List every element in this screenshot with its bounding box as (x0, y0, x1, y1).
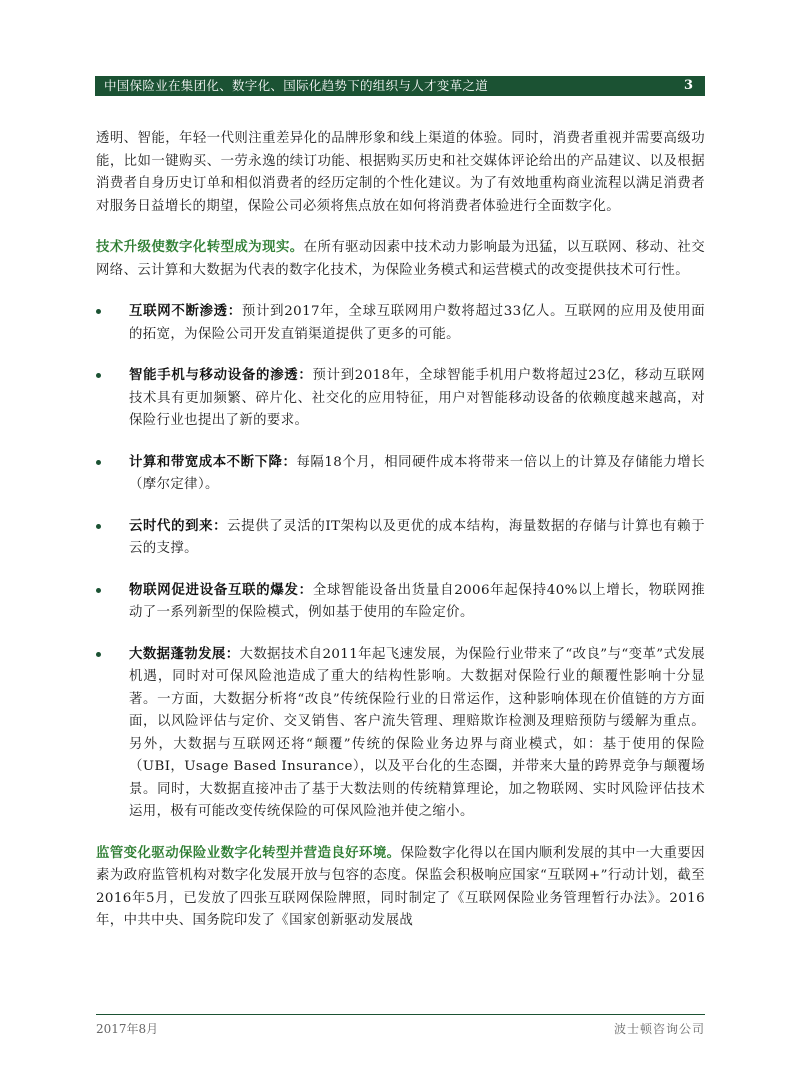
tech-section-text: 在所有驱动因素中技术动力影响最为迅猛，以互联网、移动、社交网络、云计算和大数据为代表的数字化技术，为保险业务模式和运营模式的改变提供技术可行性。 (96, 240, 706, 278)
footer-divider (96, 1014, 705, 1015)
bullet-icon (96, 309, 101, 314)
list-item (96, 451, 705, 497)
bullet-icon (96, 588, 101, 593)
list-item (96, 515, 705, 561)
list-item-heading: 物联网促进设备互联的爆发： (129, 581, 313, 598)
list-item (96, 300, 705, 346)
bullet-icon (96, 524, 101, 529)
list-item-heading: 大数据蓬勃发展： (129, 645, 240, 662)
footer-organization: 波士顿咨询公司 (613, 1022, 705, 1036)
regulation-section-lead: 监管变化驱动保险业数字化转型并营造良好环境。 (96, 844, 401, 861)
list-item (96, 643, 705, 824)
list-item-heading: 智能手机与移动设备的渗透： (129, 367, 313, 383)
tech-section-lead: 技术升级使数字化转型成为现实。 (96, 239, 304, 255)
list-item-text: 预计到2018年，全球智能手机用户数将超过23亿，移动互联网技术具有更加频繁、碎片化、社交化的应用特征，用户对智能移动设备的依赖度越来越高，对保险行业也提出了新的要求。 (129, 368, 705, 428)
list-item-text: 云提供了灵活的IT架构以及更优的成本结构，海量数据的存储与计算也有赖于云的支撑。 (129, 518, 705, 556)
running-header (95, 76, 705, 96)
list-item-text: 每隔18个月，相同硬件成本将带来一倍以上的计算及存储能力增长（摩尔定律）。 (129, 454, 705, 492)
list-item-text: 大数据技术自2011年起飞速发展，为保险行业带来了“改良”与“变革”式发展机遇，同时对可保风险池造成了重大的结构性影响。大数据对保险行业的颠覆性影响十分显著。一方面，大数据分析将“改良”传统保险行业的日常运作，这种影响体现在价值链的方方面面，以风险评估与定价、交叉销售、客户流失管理、理赔欺诈检测及理赔预防与缓解为重点。另外，大数据与互联网还将“颠覆”传统的保险业务边界与商业模式，如：基于使用的保险（UBI，Usage Based Insurance），以及平台化的生态圈，并带来大量的跨界竞争与颠覆场景。同时，大数据直接冲击了基于大数法则的传统精算理论，加之物联网、实时风险评估技术运用，极有可能改变传统保险的可保风险池并使之缩小。 (129, 646, 706, 819)
running-header-title: 中国保险业在集团化、数字化、国际化趋势下的组织与人才变革之道 (104, 78, 489, 93)
list-item (96, 579, 705, 625)
bullet-icon (96, 373, 101, 378)
bullet-icon (96, 460, 101, 465)
page-number: 3 (683, 78, 693, 93)
tech-section-paragraph (96, 236, 705, 282)
list-item-text: 全球智能设备出货量自2006年起保持40%以上增长，物联网推动了一系列新型的保险模式，例如基于使用的车险定价。 (129, 582, 705, 620)
regulation-section-paragraph (96, 842, 705, 933)
bullet-icon (96, 652, 101, 657)
list-item (96, 364, 705, 433)
list-item-text: 预计到2017年，全球互联网用户数将超过33亿人。互联网的应用及使用面的拓宽，为保险公司开发直销渠道提供了更多的可能。 (129, 304, 705, 342)
list-item-heading: 互联网不断渗透： (129, 303, 242, 319)
intro-paragraph: 透明、智能，年轻一代则注重差异化的品牌形象和线上渠道的体验。同时，消费者重视并需要高级功能，比如一键购买、一劳永逸的续订功能、根据购买历史和社交媒体评论给出的产品建议、以及根据消费者自身历史订单和相似消费者的经历定制的个性化建议。为了有效地重构商业流程以满足消费者对服务日益增长的期望，保险公司必须将焦点放在如何将消费者体验进行全面数字化。 (96, 131, 705, 214)
list-item-heading: 云时代的到来： (129, 517, 228, 534)
regulation-section-text: 保险数字化得以在国内顺利发展的其中一大重要因素为政府监管机构对数字化发展开放与包容的态度。保监会积极响应国家“互联网+”行动计划，截至2016年5月，已发放了四张互联网保险牌照，同时制定了《互联网保险业务管理暂行办法》。2016年，中共中央、国务院印发了《国家创新驱动发展战 (96, 845, 705, 928)
list-item-heading: 计算和带宽成本不断下降： (129, 453, 297, 470)
tech-driver-list (96, 300, 705, 824)
page-body (96, 128, 705, 951)
footer-date: 2017年8月 (96, 1022, 159, 1036)
